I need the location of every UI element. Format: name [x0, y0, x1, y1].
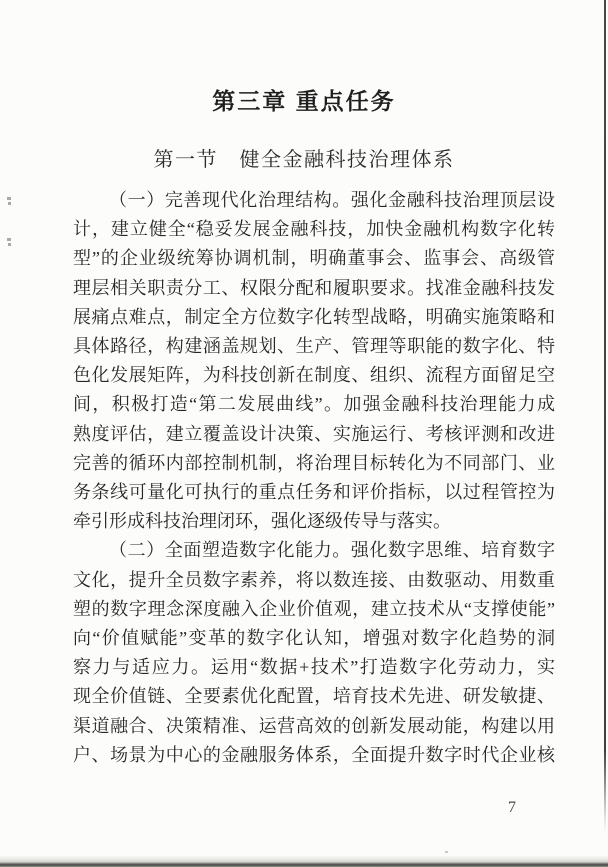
- text-line: 色化发展矩阵，为科技创新在制度、组织、流程方面留足空: [73, 365, 555, 386]
- paragraph-2: [73, 536, 555, 770]
- scan-edge-line-right: [604, 0, 606, 833]
- scan-speck: [445, 851, 448, 853]
- body-text: [73, 186, 555, 770]
- paragraph-1: [73, 186, 555, 536]
- text-line: 塑的数字理念深度融入企业价值观，建立技术从“支撑使能”: [73, 598, 555, 619]
- text-line: 牵引形成科技治理闭环，强化逐级传导与落实。: [73, 511, 451, 532]
- text-line: 察力与适应力。运用“数据+技术”打造数字化劳动力，实: [73, 657, 555, 678]
- text-line: 型”的企业级统筹协调机制，明确董事会、监事会、高级管: [73, 248, 555, 269]
- text-line: 完善的循环内部控制机制，将治理目标转化为不同部门、业: [73, 452, 555, 473]
- scan-speck: [8, 243, 11, 246]
- text-line: 计，建立健全“稳妥发展金融科技，加快金融机构数字化转: [73, 219, 555, 240]
- text-line: 文化，提升全员数字素养，将以数连接、由数驱动、用数重: [73, 569, 555, 590]
- text-line: 务条线可量化可执行的重点任务和评价指标，以过程管控为: [73, 482, 555, 503]
- scan-edge-shadow-bottom: [0, 855, 608, 867]
- section-title: 第一节 健全金融科技治理体系: [153, 149, 455, 171]
- text-line: 户、场景为中心的金融服务体系，全面提升数字时代企业核: [73, 744, 555, 765]
- text-line: 具体路径，构建涵盖规划、生产、管理等职能的数字化、特: [73, 336, 555, 357]
- text-line: （二）全面塑造数字化能力。强化数字思维、培育数字: [109, 540, 555, 561]
- page-number: 7: [508, 799, 517, 816]
- scan-speck: [8, 202, 11, 205]
- text-line: （一）完善现代化治理结构。强化金融科技治理顶层设: [109, 190, 555, 210]
- text-line: 熟度评估，建立覆盖设计决策、实施运行、考核评测和改进: [73, 423, 555, 444]
- text-line: 展痛点难点，制定全方位数字化转型战略，明确实施策略和: [73, 306, 555, 327]
- text-line: 间，积极打造“第二发展曲线”。加强金融科技治理能力成: [73, 394, 555, 415]
- text-line: 向“价值赋能”变革的数字化认知，增强对数字化趋势的洞: [73, 628, 555, 649]
- text-line: 现全价值链、全要素优化配置，培育技术先进、研发敏捷、: [73, 686, 555, 707]
- text-line: 理层相关职责分工、权限分配和履职要求。找准金融科技发: [73, 277, 555, 298]
- scan-speck: [7, 238, 11, 241]
- text-line: 渠道融合、决策精准、运营高效的创新发展动能，构建以用: [73, 715, 555, 736]
- scan-speck: [7, 197, 11, 200]
- chapter-title: 第三章 重点任务: [212, 88, 396, 114]
